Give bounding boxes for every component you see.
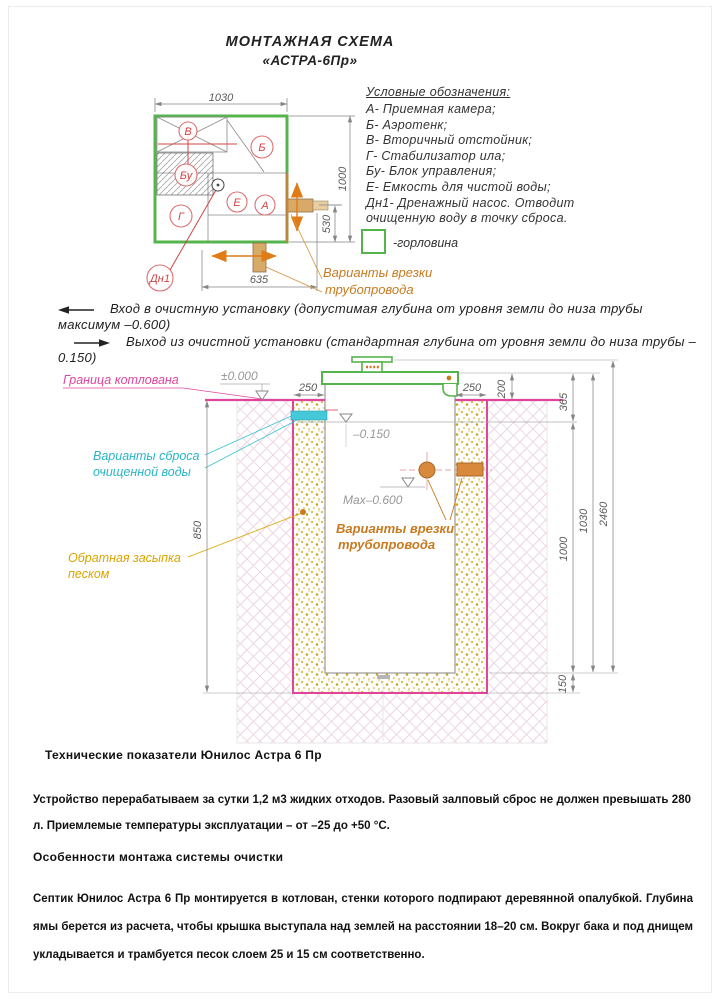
legend-item: Б- Аэротенк; [366, 117, 448, 132]
installation-heading: Особенности монтажа системы очистки [33, 850, 284, 864]
sand-backfill-right [455, 400, 486, 673]
plan-bottom-pipe [253, 243, 266, 272]
svg-text:А: А [261, 200, 269, 212]
backfill-label-line1: Обратная засыпка [68, 551, 181, 565]
specs-heading: Технические показатели Юнилос Астра 6 Пр [45, 748, 322, 762]
tank-bottom-mark [377, 675, 390, 679]
drain-pump-callout [147, 265, 173, 291]
plan-side-pipe [287, 199, 313, 212]
section-pipe-note-line2: трубопровода [338, 537, 436, 552]
dim-sand-right: 250 [462, 382, 482, 394]
legend-item: Бу- Блок управления; [366, 164, 497, 179]
plan-pipe-note-line2: трубопровода [325, 282, 414, 297]
inlet-annotation-text: Вход в очистную установку (допустимая глубина от уровня земли до низа трубы максимум –0.600) [58, 301, 643, 332]
legend-title: Условные обозначения: [366, 85, 511, 99]
plan-side-pipe-end [313, 201, 328, 210]
section-pipe-note-line1: Варианты врезки [336, 521, 455, 536]
specs-paragraph: Устройство перерабатываем за сутки 1,2 м3 жидких отходов. Разовый залповый сброс не должен превышать 280 л. Приемлемые температуры эксплуатации – от –25 до +50 °С. [33, 794, 691, 832]
neck-swatch-icon [362, 230, 385, 253]
inlet-arrow-left-icon [58, 305, 94, 315]
dim-total-2460: 2460 [598, 501, 610, 527]
zero-level-line [220, 384, 270, 391]
svg-text:Бу: Бу [179, 170, 193, 182]
legend-item: Е- Емкость для чистой воды; [366, 179, 551, 194]
backfill-label-line2: песком [68, 567, 110, 581]
backfill-point [300, 509, 306, 515]
compartment-g [170, 205, 192, 227]
outlet-annotation [58, 334, 703, 366]
compartment-e [227, 192, 247, 212]
sand-backfill-left [294, 400, 325, 673]
legend-swatch-label: -горловина [393, 236, 459, 250]
plan-view [147, 92, 432, 297]
svg-text:Б: Б [258, 142, 266, 154]
legend-item: Дн1- Дренажный насос. Отводит очищенную воду в точку сброса. [366, 195, 575, 226]
dim-plan-pipe-offset: 530 [321, 214, 333, 234]
outlet-arrow-right-icon [74, 338, 110, 348]
dim-1030: 1030 [578, 508, 590, 534]
dim-plan-bottom: 635 [249, 274, 269, 286]
outlet-annotation-text: Выход из очистной установки (стандартная глубина от уровня земли до низа трубы –0.150) [58, 334, 697, 365]
compartment-b [251, 136, 273, 158]
flange-dot [447, 376, 452, 381]
svg-text:Г: Г [178, 211, 184, 223]
discharge-label-line1: Варианты сброса [93, 449, 200, 463]
legend-swatch-row [362, 230, 458, 253]
inlet-annotation [58, 301, 703, 333]
plan-pipe-note-line1: Варианты врезки [323, 265, 433, 280]
dim-1000: 1000 [558, 536, 570, 562]
compartment-bu [175, 164, 197, 186]
section-view [63, 357, 618, 743]
svg-text:Е: Е [233, 197, 241, 209]
dim-sand-left: 250 [298, 382, 318, 394]
legend-item: В- Вторичный отстойник; [366, 133, 533, 148]
dim-sand-bottom: 150 [557, 674, 569, 694]
legend-item: А- Приемная камера; [366, 102, 496, 116]
compartment-v [179, 122, 197, 140]
legend-item: Г- Стабилизатор ила; [366, 148, 506, 163]
dim-above-ground: 200 [496, 379, 508, 399]
svg-text:Дн1: Дн1 [150, 273, 170, 285]
compartment-a [255, 195, 275, 215]
dim-plan-width: 1030 [208, 92, 234, 104]
pit-boundary-leader [63, 388, 262, 399]
pit-boundary-label: Граница котлована [63, 373, 179, 387]
zero-level-label: ±0.000 [221, 369, 258, 383]
title-line2: «АСТРА-6Пр» [262, 53, 358, 68]
dim-depth-850: 850 [192, 520, 204, 540]
discharge-label-line2: очищенной воды [93, 465, 191, 479]
inlet-level-label: Max–0.600 [343, 493, 403, 507]
svg-text:В: В [184, 126, 192, 138]
installation-paragraph: Септик Юнилос Астра 6 Пр монтируется в котлован, стенки которого подпирают деревянной опалубкой. Глубина ямы берется из расчета, чтобы крышка выступала над землей на расстоянии 18–20 см. Вокруг бака и под днищем укладывается и трамбуется песок слоем 25 и 15 см соответственно. [33, 893, 693, 961]
title-line1: МОНТАЖНАЯ СХЕМА [225, 34, 395, 50]
dim-365: 365 [558, 392, 570, 412]
dim-plan-height: 1000 [337, 166, 349, 192]
drain-pump-mark [212, 179, 224, 191]
outlet-level-label: –0.150 [353, 427, 390, 441]
